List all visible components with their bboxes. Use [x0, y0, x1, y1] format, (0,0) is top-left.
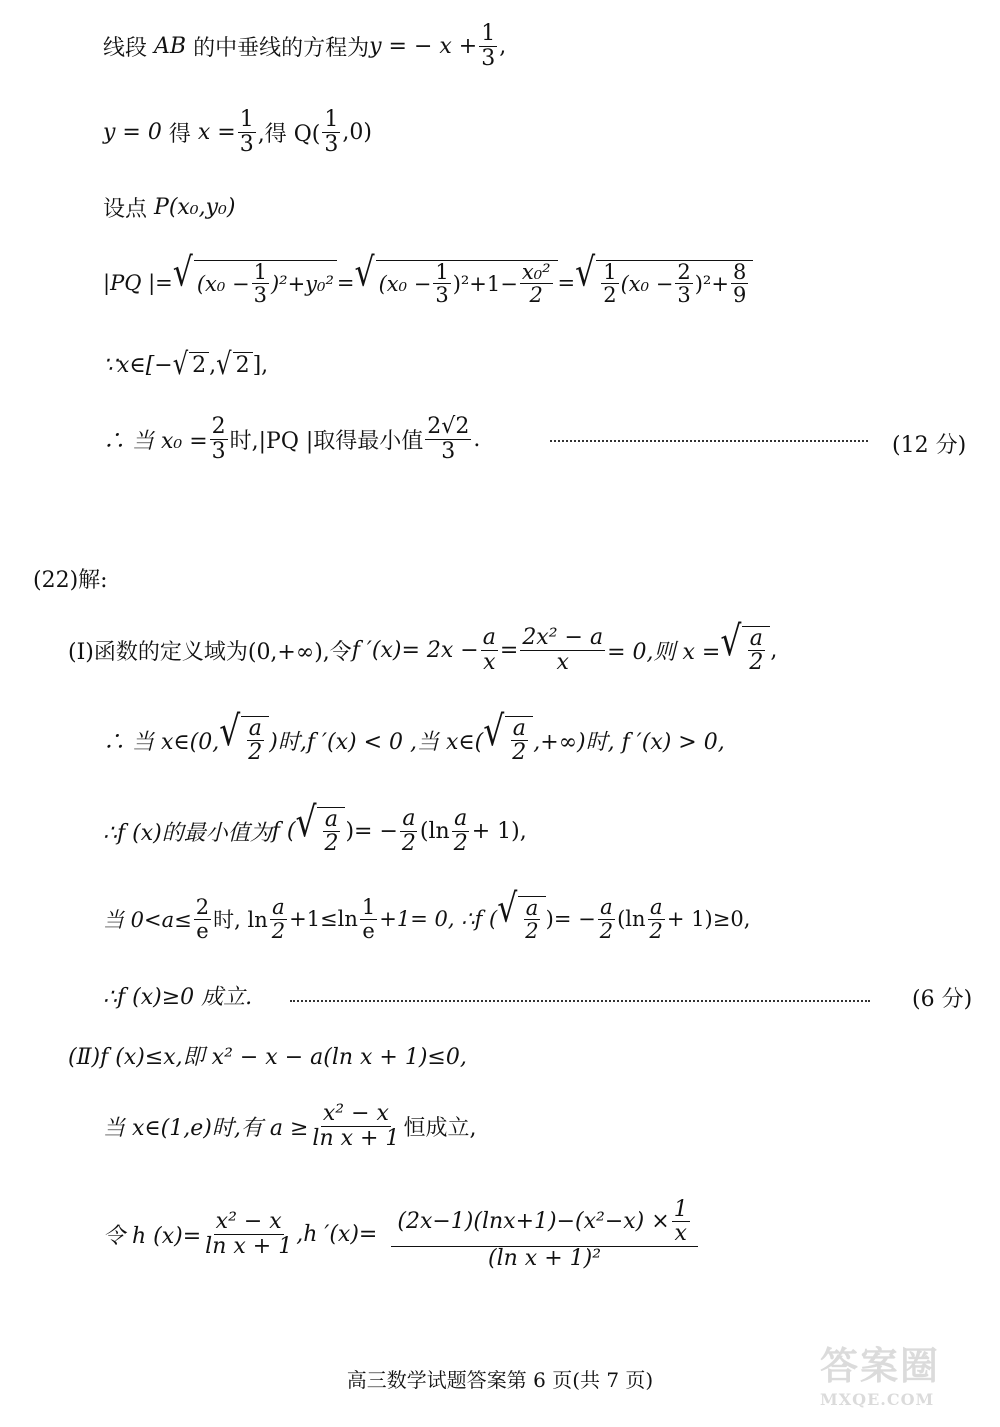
score-label: (6 分)	[912, 987, 973, 1012]
numerator: a	[512, 715, 526, 741]
denominator: 9	[732, 283, 747, 307]
fraction	[731, 261, 748, 306]
text: 得	[168, 121, 191, 147]
fraction	[210, 415, 228, 462]
denominator: e	[196, 918, 209, 943]
watermark-text: 答案圈	[820, 1343, 941, 1388]
text: ∴ 当 x∈(0,	[103, 729, 220, 755]
text: (x₀ −	[196, 271, 250, 296]
numerator: a	[454, 806, 468, 832]
denominator: e	[362, 918, 375, 943]
numerator: 1	[435, 259, 449, 284]
denominator: 2	[512, 740, 527, 765]
watermark-url: MXQE.COM	[820, 1390, 935, 1409]
text: y = − x +	[369, 33, 478, 59]
text: )= −	[345, 818, 398, 844]
text: ∵x∈[−	[103, 352, 173, 378]
line-perp-bisector	[103, 22, 506, 70]
fraction	[598, 896, 615, 941]
text: ,	[499, 33, 507, 59]
text: (ln	[419, 818, 450, 844]
fraction	[452, 807, 470, 854]
text: P(x₀,y₀)	[154, 194, 236, 220]
text: f (	[271, 818, 296, 844]
denominator: 2	[529, 283, 543, 307]
text: ∴ 当 x₀ =	[103, 428, 208, 454]
text: +1= 0, ∴f (	[379, 907, 498, 931]
line-h-derivative	[103, 1195, 700, 1273]
watermark-logo	[820, 1335, 990, 1420]
text: (x₀ −	[378, 271, 432, 296]
question-22-heading	[33, 563, 108, 593]
numerator: 1	[673, 1197, 688, 1223]
numerator: 2√2	[427, 414, 470, 440]
denominator: 3	[441, 438, 456, 464]
text: )= −	[545, 907, 596, 931]
numerator	[391, 1198, 697, 1246]
line-monotonic	[103, 706, 725, 766]
numerator: a	[600, 895, 613, 920]
score-label: (12 分)	[892, 433, 967, 458]
text: =	[557, 271, 576, 295]
text: ,	[209, 352, 217, 378]
numerator: a	[324, 806, 339, 832]
denominator: (ln x + 1)²	[488, 1245, 602, 1271]
text: +1≤ln	[289, 907, 358, 931]
line-conclusion-1	[103, 980, 252, 1010]
line-domain-derivative	[68, 616, 778, 676]
fraction	[322, 808, 340, 855]
sqrt: √ $\frac{1}{2}$ (x₀ − $\frac{2}{3}$ )²+ $\frac{8}{9}$	[575, 260, 753, 306]
numerator: x² − x	[215, 1209, 282, 1235]
text: )²+	[694, 271, 729, 296]
line-min-f	[103, 797, 527, 857]
denominator: x	[556, 649, 569, 675]
denominator: 3	[324, 131, 339, 157]
numerator: 1	[253, 259, 267, 284]
text: = 0,则 x =	[607, 639, 721, 665]
denominator: 3	[239, 131, 254, 157]
sqrt: √ $\frac{a}{2}$	[483, 716, 533, 764]
text: 令 h (x)=	[103, 1223, 202, 1249]
numerator: a	[749, 625, 763, 651]
denominator: 2	[248, 740, 263, 765]
numerator: a	[649, 895, 663, 920]
fraction	[433, 261, 450, 306]
fraction	[400, 807, 418, 854]
fraction	[672, 1198, 690, 1245]
numerator: a	[402, 806, 416, 832]
numerator: x² − x	[322, 1101, 389, 1127]
text: ,+∞)时, f ′(x) > 0,	[533, 729, 725, 755]
sqrt: √ $\frac{a}{2}$	[219, 716, 269, 764]
numerator: 1	[603, 259, 617, 284]
radicand: 2	[189, 352, 209, 378]
leader-dots	[550, 440, 868, 442]
text: (2x−1)(lnx+1)−(x²−x) ×	[397, 1209, 670, 1235]
fraction	[252, 261, 269, 306]
text: =	[336, 271, 355, 295]
fraction	[481, 626, 498, 673]
text: (x₀ −	[620, 271, 674, 296]
text: 线段	[103, 35, 148, 61]
numerator: a	[482, 625, 496, 651]
text: 当 0<a≤	[103, 908, 192, 932]
numerator: a	[525, 895, 539, 920]
fraction	[479, 22, 497, 69]
text: (Ⅱ)f (x)≤x,即 x² − x − a(ln x + 1)≤0,	[68, 1044, 467, 1070]
text: 时, ln	[213, 908, 268, 932]
numerator: x₀²	[521, 259, 551, 284]
denominator: 3	[253, 283, 267, 307]
denominator: 3	[211, 438, 226, 464]
text: )²+1−	[452, 271, 518, 296]
denominator: x	[674, 1221, 687, 1247]
denominator: 3	[435, 283, 449, 307]
line-pq-distance	[103, 250, 753, 311]
denominator: 2	[453, 830, 468, 856]
numerator: 1	[481, 21, 496, 47]
page-footer: 高三数学试题答案第 6 页(共 7 页)	[346, 1368, 654, 1392]
denominator: 3	[677, 283, 691, 307]
fraction	[520, 626, 605, 673]
fraction	[310, 1102, 401, 1149]
leader-dots	[290, 1000, 870, 1002]
sqrt: √ 2	[216, 352, 252, 378]
sqrt: √ (x₀ − $\frac{1}{3}$ )²+y₀²	[173, 260, 337, 306]
fraction	[246, 717, 264, 764]
denominator: 2	[401, 830, 416, 856]
line-x-range	[103, 348, 268, 382]
text: (ln	[617, 907, 646, 931]
fraction	[675, 261, 692, 306]
fraction	[510, 717, 528, 764]
line-min-value	[103, 414, 480, 464]
denominator: x	[483, 649, 496, 675]
line-inequality	[103, 1100, 476, 1152]
numerator: 1	[239, 107, 254, 133]
denominator: 2	[271, 918, 286, 943]
text: ∴f (x)≥0 成立.	[103, 984, 253, 1010]
denominator: 2	[599, 918, 614, 943]
denominator: ln x + 1	[205, 1233, 293, 1259]
line-condition	[103, 886, 751, 945]
numerator: 2x² − a	[522, 625, 604, 651]
sqrt: √ $\frac{a}{2}$	[720, 626, 770, 674]
fraction	[203, 1210, 294, 1257]
text: (22)解:	[33, 567, 108, 593]
text: ,	[770, 637, 778, 663]
text: 当 x∈(1,e)时,有 a ≥	[103, 1115, 309, 1141]
numerator: 1	[361, 895, 376, 920]
fraction	[425, 415, 471, 462]
numerator: a	[272, 895, 285, 920]
denominator: 2	[649, 918, 663, 943]
fraction	[601, 261, 618, 306]
fraction	[648, 896, 665, 941]
denominator: 2	[749, 650, 764, 675]
text: AB	[154, 33, 187, 59]
denominator: 2	[525, 919, 539, 943]
sqrt: √ 2	[173, 352, 209, 378]
line-part-2	[68, 1040, 467, 1070]
fraction	[523, 897, 540, 942]
text: )时,f ′(x) < 0 ,当 x∈(	[269, 729, 484, 755]
numerator: 2	[195, 895, 210, 920]
text: y = 0	[103, 119, 162, 145]
sqrt: √ $\frac{a}{2}$	[295, 807, 345, 855]
text: ],	[252, 352, 269, 378]
text: 设点	[103, 196, 148, 222]
denominator: 3	[481, 45, 496, 71]
numerator: 2	[211, 414, 226, 440]
text: f ′(x)= 2x −	[351, 637, 479, 663]
text: + 1),	[471, 818, 527, 844]
numerator: 8	[732, 259, 747, 284]
text: 的中垂线的方程为	[193, 35, 370, 61]
fraction	[747, 627, 765, 674]
fraction	[391, 1198, 697, 1269]
fraction	[520, 261, 553, 306]
sqrt: √ $\frac{a}{2}$	[497, 896, 545, 942]
fraction	[238, 108, 256, 155]
text: ,0)	[342, 119, 372, 145]
text: (Ⅰ)函数的定义域为(0,+∞),令	[68, 639, 352, 665]
text: ,h ′(x)=	[296, 1221, 378, 1247]
fraction	[270, 896, 287, 941]
text: =	[499, 637, 519, 663]
fraction	[322, 108, 340, 155]
text: |PQ |=	[103, 271, 173, 295]
fraction	[194, 896, 211, 941]
radicand: 2	[233, 352, 253, 378]
numerator: 1	[324, 107, 339, 133]
fraction	[360, 896, 377, 941]
numerator: a	[248, 715, 262, 741]
denominator: ln x + 1	[312, 1125, 400, 1151]
text: .	[473, 426, 481, 452]
numerator: 2	[677, 259, 691, 284]
text: ∴f (x)的最小值为	[103, 820, 272, 846]
text: 时,|PQ |取得最小值	[229, 428, 424, 454]
sqrt: √ (x₀ − $\frac{1}{3}$ )²+1− $\frac{\text{x₀²}}{2}$	[355, 260, 558, 306]
line-q-point	[103, 108, 372, 156]
denominator: 2	[603, 283, 617, 307]
text: + 1)≥0,	[666, 907, 751, 931]
line-set-point	[103, 192, 235, 222]
text: 恒成立,	[403, 1115, 477, 1141]
text: ,得 Q(	[257, 121, 321, 147]
text: x =	[197, 119, 236, 145]
text: )²+y₀²	[270, 271, 334, 296]
denominator: 2	[324, 831, 339, 856]
